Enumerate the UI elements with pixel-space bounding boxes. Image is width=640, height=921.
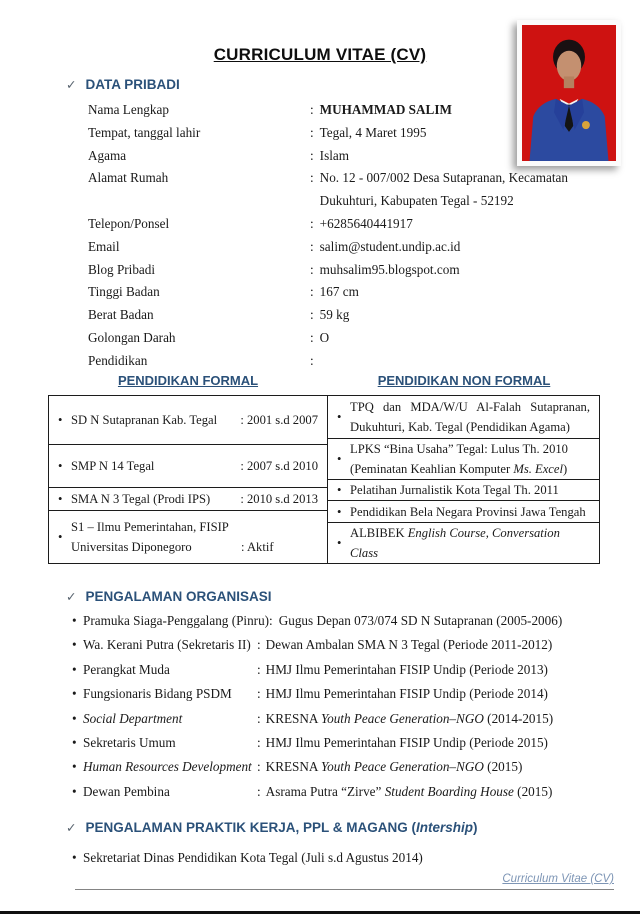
list-item (72, 658, 620, 682)
check-icon: ✓ (66, 78, 77, 92)
formal-education-heading: PENDIDIKAN FORMAL (117, 373, 259, 388)
course-text: LPKS “Bina Usaha” Tegal: Lulus Th. 2010 (Peminatan Keahlian Komputer Ms. Excel) (350, 442, 568, 477)
field-value: Tegal, 4 Maret 1995 (319, 124, 427, 140)
list-item (72, 609, 620, 633)
table-row (328, 396, 599, 438)
organization-list (72, 609, 620, 804)
bullet-icon: • (72, 735, 77, 751)
org-role: Pramuka Siaga-Penggalang (Pinru): (83, 613, 273, 628)
colon: : (310, 307, 314, 323)
field-row (88, 304, 620, 327)
field-row (88, 167, 620, 213)
list-item (72, 847, 423, 869)
course-text: Pelatihan Jurnalistik Kota Tegal Th. 2011 (350, 483, 559, 498)
colon: : (257, 735, 261, 751)
colon: : (257, 783, 261, 799)
field-label: Blog Pribadi (88, 261, 156, 277)
org-role: Social Department (83, 710, 183, 726)
bullet-icon: • (72, 850, 77, 865)
bullet-icon: • (58, 530, 63, 544)
bullet-icon: • (72, 637, 77, 653)
school-name: SMP N 14 Tegal (71, 459, 155, 473)
field-value: O (319, 329, 330, 345)
org-detail: Gugus Depan 073/074 SD N Sutapranan (2005-2006) (278, 613, 563, 628)
org-role: Human Resources Development (83, 759, 252, 775)
colon: : (257, 686, 261, 702)
course-text: Pendidikan Bela Negara Provinsi Jawa Tengah (350, 504, 586, 519)
org-role: Dewan Pembina (83, 783, 170, 799)
org-detail: KRESNA Youth Peace Generation–NGO (2014-2015) (265, 710, 554, 726)
org-role: Sekretaris Umum (83, 735, 176, 751)
org-detail: HMJ Ilmu Pemerintahan FISIP Undip (Periode 2015) (265, 735, 548, 751)
list-item (72, 780, 620, 804)
field-row (88, 99, 620, 122)
colon: : (310, 261, 314, 277)
personal-data-list (88, 99, 620, 373)
school-period: : 2001 s.d 2007 (240, 413, 318, 427)
list-item (72, 755, 620, 779)
colon: : (310, 124, 314, 140)
field-value: salim@student.undip.ac.id (319, 238, 461, 254)
list-item (72, 731, 620, 755)
colon: : (310, 329, 314, 345)
field-label: Alamat Rumah (88, 170, 169, 186)
field-row (88, 259, 620, 282)
field-value: No. 12 - 007/002 Desa Sutapranan, Kecamatan Dukuhturi, Kabupaten Tegal - 52192 (319, 170, 568, 209)
table-row (49, 510, 327, 563)
table-row (328, 479, 599, 500)
footer-label: Curriculum Vitae (CV) (502, 873, 614, 885)
colon: : (310, 170, 314, 186)
bullet-icon: • (72, 686, 77, 702)
table-row (328, 500, 599, 522)
field-value: Islam (319, 147, 349, 163)
internship-detail: Sekretariat Dinas Pendidikan Kota Tegal (Juli s.d Agustus 2014) (83, 850, 423, 865)
field-row (88, 236, 620, 259)
school-name: SD N Sutapranan Kab. Tegal (71, 413, 218, 427)
colon: : (257, 710, 261, 726)
education-table (48, 395, 600, 564)
list-item (72, 633, 620, 657)
bullet-icon: • (58, 459, 63, 473)
bullet-icon: • (58, 413, 63, 427)
field-row (88, 281, 620, 304)
colon: : (257, 637, 261, 653)
nonformal-education-column (327, 396, 599, 563)
formal-education-column (49, 396, 327, 563)
field-row (88, 327, 620, 350)
field-row (88, 122, 620, 145)
school-name: SMA N 3 Tegal (Prodi IPS) (71, 492, 211, 506)
field-value: 167 cm (319, 284, 359, 300)
school-name: S1 – Ilmu Pemerintahan, FISIP (71, 520, 229, 534)
field-label: Pendidikan (88, 352, 148, 368)
field-label: Berat Badan (88, 307, 154, 323)
field-label: Tempat, tanggal lahir (88, 124, 201, 140)
bullet-icon: • (72, 783, 77, 799)
bullet-icon: • (337, 452, 342, 467)
field-value: muhsalim95.blogspot.com (319, 261, 460, 277)
school-period: : 2010 s.d 2013 (240, 492, 318, 506)
section-heading-label: DATA PRIBADI (85, 77, 180, 92)
field-label: Agama (88, 147, 127, 163)
section-heading-label: PENGALAMAN PRAKTIK KERJA, PPL & MAGANG (Intership) (85, 820, 478, 835)
org-detail: KRESNA Youth Peace Generation–NGO (2015) (265, 759, 523, 775)
table-row (49, 487, 327, 510)
page-footer (75, 869, 614, 890)
field-row (88, 350, 620, 373)
table-row (328, 438, 599, 479)
field-row (88, 145, 620, 168)
section-organisasi-heading (66, 589, 272, 604)
check-icon: ✓ (66, 590, 77, 604)
course-text: TPQ dan MDA/W/U Al-Falah Sutapranan, Dukuhturi, Kab. Tegal (Pendidikan Agama) (350, 400, 590, 435)
field-label: Telepon/Ponsel (88, 215, 170, 231)
page-title: CURRICULUM VITAE (CV) (213, 45, 427, 64)
org-role: Fungsionaris Bidang PSDM (83, 686, 232, 702)
field-value: 59 kg (319, 307, 350, 323)
list-item (72, 707, 620, 731)
bullet-icon: • (337, 536, 342, 550)
field-value: MUHAMMAD SALIM (319, 102, 452, 117)
org-detail: Dewan Ambalan SMA N 3 Tegal (Periode 2011-2012) (265, 637, 553, 653)
section-heading-label: PENGALAMAN ORGANISASI (85, 589, 272, 604)
section-praktik-heading (66, 820, 478, 835)
page-bottom-edge (0, 911, 640, 914)
bullet-icon: • (72, 613, 77, 628)
list-item (72, 682, 620, 706)
table-row (49, 444, 327, 487)
field-row (88, 213, 620, 236)
colon: : (310, 102, 314, 117)
school-period: : 2007 s.d 2010 (240, 459, 318, 473)
field-label: Nama Lengkap (88, 102, 169, 117)
field-label: Tinggi Badan (88, 284, 160, 300)
bullet-icon: • (337, 483, 342, 498)
table-row (328, 522, 599, 563)
colon: : (257, 759, 261, 775)
bullet-icon: • (337, 410, 342, 425)
nonformal-education-heading: PENDIDIKAN NON FORMAL (377, 373, 551, 388)
field-label: Golongan Darah (88, 329, 176, 345)
bullet-icon: • (72, 759, 77, 775)
table-row (49, 396, 327, 444)
colon: : (310, 352, 314, 368)
field-label: Email (88, 238, 120, 254)
education-headings (48, 373, 600, 388)
bullet-icon: • (72, 661, 77, 677)
colon: : (310, 215, 314, 231)
colon: : (257, 661, 261, 677)
course-text: ALBIBEK English Course, Conversation Class (350, 526, 560, 560)
bullet-icon: • (337, 504, 342, 519)
org-detail: HMJ Ilmu Pemerintahan FISIP Undip (Periode 2013) (265, 661, 548, 677)
org-role: Wa. Kerani Putra (Sekretaris II) (83, 637, 251, 653)
colon: : (310, 147, 314, 163)
colon: : (310, 284, 314, 300)
bullet-icon: • (58, 492, 63, 506)
field-value: +6285640441917 (319, 215, 413, 231)
colon: : (310, 238, 314, 254)
org-role: Perangkat Muda (83, 661, 170, 677)
org-detail: HMJ Ilmu Pemerintahan FISIP Undip (Periode 2014) (265, 686, 548, 702)
check-icon: ✓ (66, 821, 77, 835)
section-data-pribadi-heading (66, 77, 180, 92)
school-name-line2: Universitas Diponegoro (71, 540, 192, 554)
school-period: : Aktif (241, 540, 274, 554)
bullet-icon: • (72, 710, 77, 726)
org-detail: Asrama Putra “Zirve” Student Boarding House (2015) (265, 783, 553, 799)
